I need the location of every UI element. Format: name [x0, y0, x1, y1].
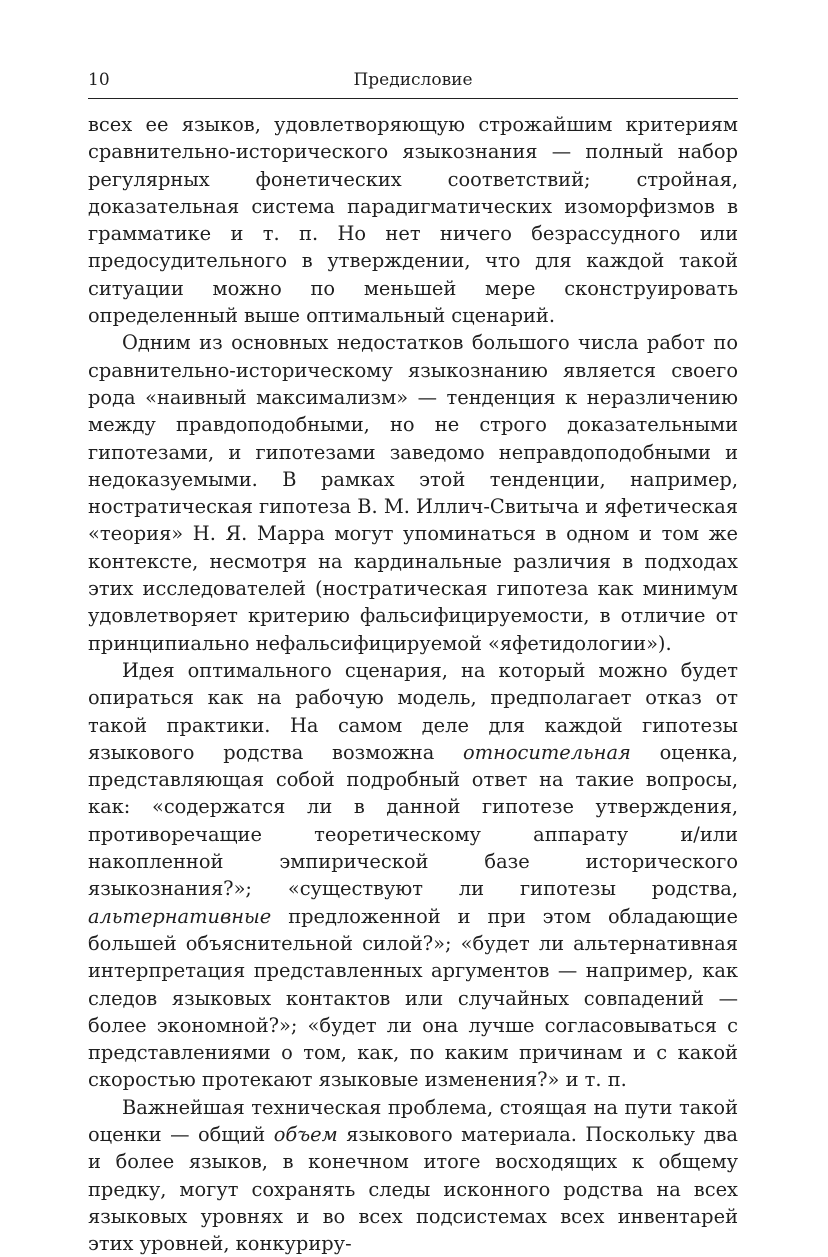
paragraph-text: Одним из основных недостатков большого числа работ по сравнительно-историческому языкознанию является своего рода «наивный максимализм» — тенденция к неразличению между правдоподобными, но не строго доказательными гипотезами, и гипотезами заведомо неправдоподобными и недоказуемыми. В рамках этой тенденции, например, ностратическая гипотеза В. М. Иллич-Свитыча и яфетическая «теория» Н. Я. Марра могут упоминаться в одном и том же контексте, несмотря на кардинальные различия в подходах этих исследователей (ностратическая гипотеза как минимум удовлетворяет критерию фальсифицируемости, в отличие от принципиально нефальсифицируемой «яфетидологии»). [88, 331, 738, 655]
page-number: 10 [88, 70, 110, 90]
paragraph-text: оценка, представляющая собой подробный ответ на такие вопросы, как: «содержатся ли в данной гипотезе утверждения, противоречащие теоретическому аппарату и/или накопленной эмпирической базе исторического языкознания?»; «существуют ли гипотезы родства, [88, 740, 738, 901]
header-title: Предисловие [353, 70, 473, 90]
italic-term: относительная [463, 740, 631, 764]
paragraph-4 [88, 1094, 738, 1257]
paragraph-2 [88, 329, 738, 657]
running-header [88, 64, 738, 99]
paragraph-3 [88, 657, 738, 1094]
italic-term: альтернативные [88, 904, 272, 928]
italic-term: объем [273, 1122, 338, 1146]
book-page [88, 64, 738, 1257]
paragraph-text: всех ее языков, удовлетворяющую строжайшим критериям сравнительно-исторического языкознания — полный набор регулярных фонетических соответствий; стройная, доказательная система парадигматических изоморфизмов в грамматике и т. п. Но нет ничего безрассудного или предосудительного в утверждении, что для каждой такой ситуации можно по меньшей мере сконструировать определенный выше оптимальный сценарий. [88, 113, 738, 328]
paragraph-text: Важнейшая техническая проблема, стоящая на пути такой оценки — общий [88, 1095, 738, 1146]
body-text [88, 111, 738, 1257]
paragraph-text: языкового материала. Поскольку два и более языков, в конечном итоге восходящих к общему предку, могут сохранять следы исконного родства на всех языковых уровнях и во всех подсистемах всех инвентарей этих уровней, конкуриру- [88, 1122, 738, 1256]
paragraph-text: предложенной и при этом обладающие большей объяснительной силой?»; «будет ли альтернативная интерпретация представленных аргументов — например, как следов языковых контактов или случайных совпадений — более экономной?»; «будет ли она лучше согласовываться с представлениями о том, как, по каким причинам и с какой скоростью протекают языковые изменения?» и т. п. [88, 904, 738, 1092]
paragraph-1 [88, 111, 738, 329]
paragraph-text: Идея оптимального сценария, на который можно будет опираться как на рабочую модель, предполагает отказ от такой практики. На самом деле для каждой гипотезы языкового родства возможна [88, 658, 738, 764]
